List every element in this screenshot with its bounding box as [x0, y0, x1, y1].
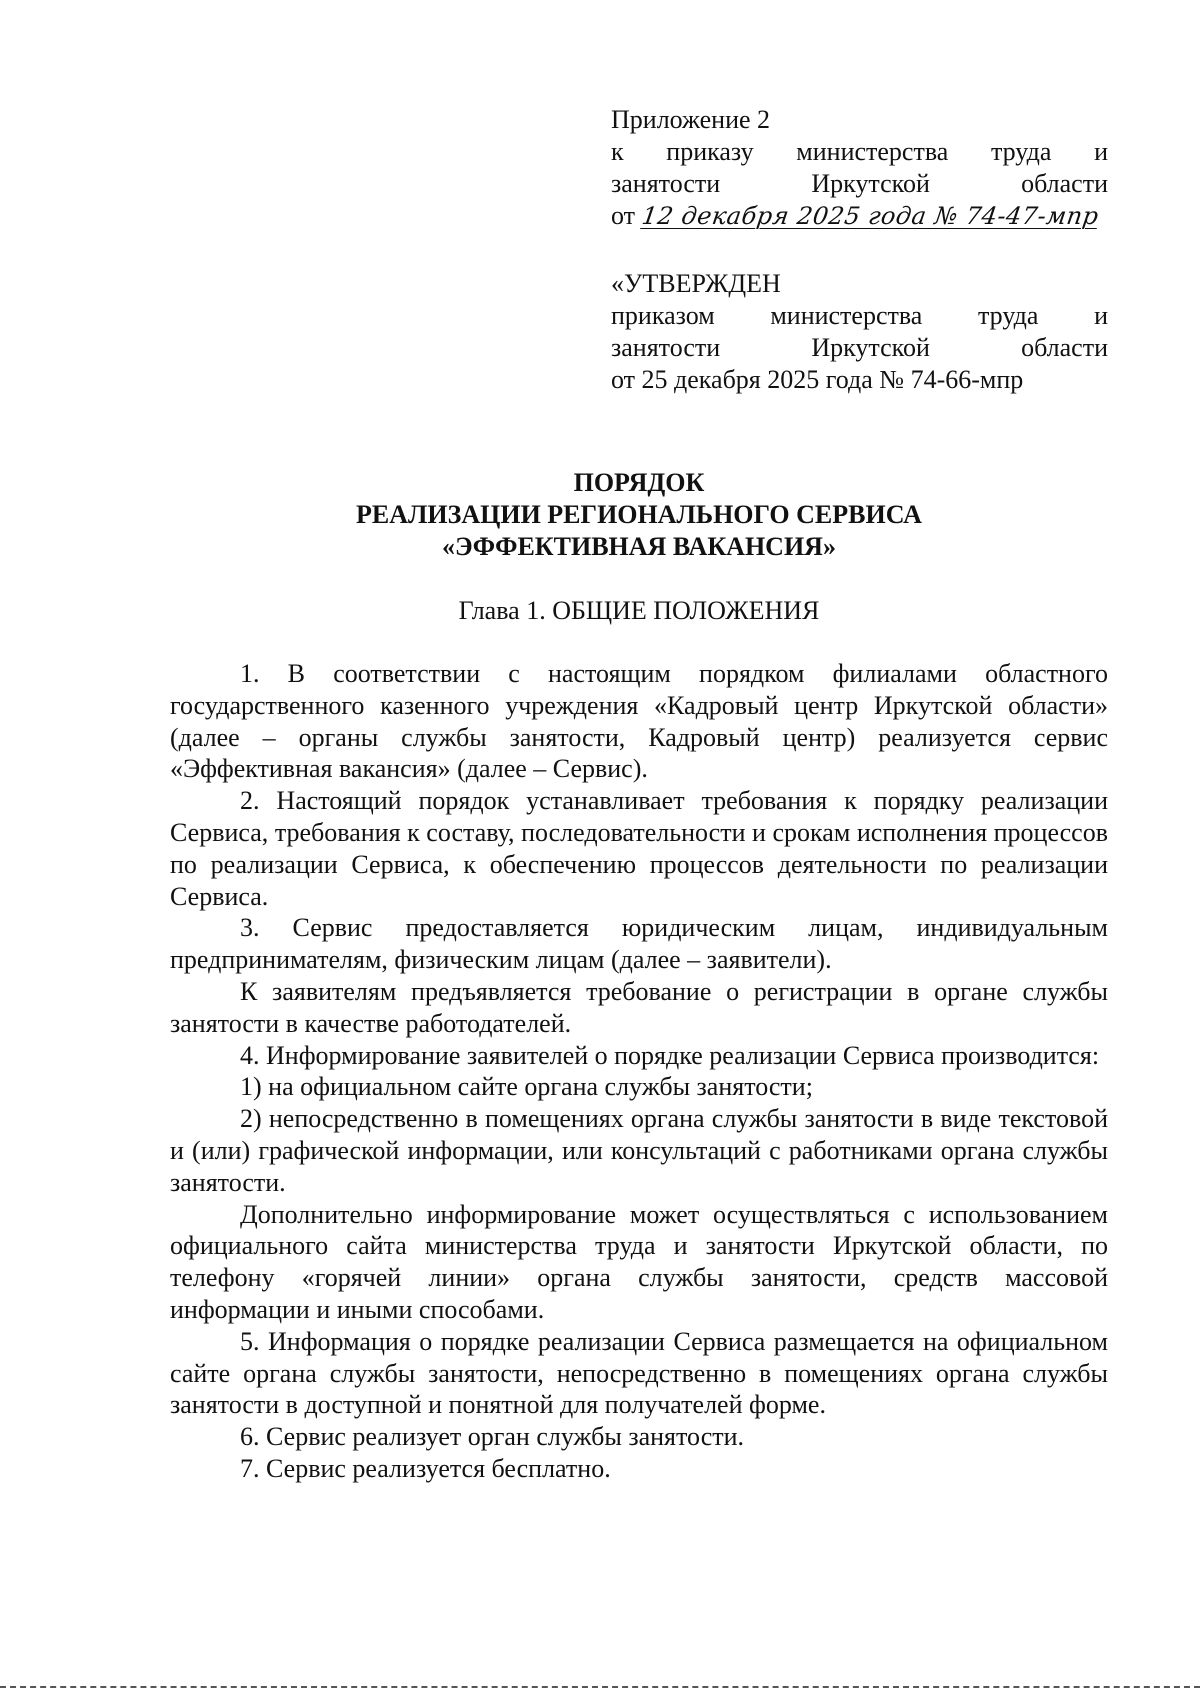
- paragraph-4-item-2: 2) непосредственно в помещениях органа службы занятости в виде текстовой и (или) графической информации, или консультаций с работниками органа службы занятости.: [170, 1104, 1108, 1197]
- paragraph-3-requirement: К заявителям предъявляется требование о регистрации в органе службы занятости в качестве работодателей.: [170, 976, 1108, 1038]
- handwritten-order-date: 12 декабря 2025 года № 74-47-мпр: [639, 202, 1101, 230]
- scan-edge-line: [0, 1686, 1200, 1688]
- block-spacer: [611, 232, 1108, 268]
- approved-line-1: приказом министерства труда и: [611, 301, 1108, 330]
- paragraph-7: 7. Сервис реализуется бесплатно.: [240, 1453, 611, 1483]
- chapter-heading: Глава 1. ОБЩИЕ ПОЛОЖЕНИЯ: [458, 596, 820, 625]
- appendix-date-line: [611, 200, 1108, 232]
- appendix-title: Приложение 2: [611, 105, 771, 134]
- appendix-date-prefix: от: [611, 201, 642, 230]
- paragraph-3: 3. Сервис предоставляется юридическим лицам, индивидуальным предпринимателям, физическим лицам (далее – заявители).: [170, 913, 1108, 975]
- document-body: [170, 658, 1108, 1485]
- approved-title: «УТВЕРЖДЕН: [611, 269, 781, 298]
- paragraph-4: 4. Информирование заявителей о порядке реализации Сервиса производится:: [240, 1040, 1100, 1070]
- appendix-block: [611, 104, 1108, 396]
- document-title: [170, 467, 1108, 563]
- paragraph-1: 1. В соответствии с настоящим порядком филиалами областного государственного казенного учреждения «Кадровый центр Иркутской области» (далее – органы службы занятости, Кадровый центр) реализуется сервис «Эффективная вакансия» (далее – Сервис).: [170, 659, 1108, 784]
- paragraph-4-item-1: 1) на официальном сайте органа службы занятости;: [240, 1072, 813, 1102]
- appendix-order-line-2: занятости Иркутской области: [611, 169, 1108, 198]
- paragraph-4-additional: Дополнительно информирование может осуществляться с использованием официального сайта министерства труда и занятости Иркутской области, по телефону «горячей линии» органа службы занятости, средств массовой информации и иными способами.: [170, 1199, 1108, 1324]
- paragraph-2: 2. Настоящий порядок устанавливает требования к порядку реализации Сервиса, требования к составу, последовательности и срокам исполнения процессов по реализации Сервиса, к обеспечению процессов деятельности по реализации Сервиса.: [170, 786, 1108, 911]
- appendix-order-line-1: к приказу министерства труда и: [611, 137, 1108, 166]
- document-title-line-1: ПОРЯДОК: [573, 468, 705, 497]
- approved-line-3: от 25 декабря 2025 года № 74-66-мпр: [611, 365, 1024, 394]
- document-title-line-2: РЕАЛИЗАЦИИ РЕГИОНАЛЬНОГО СЕРВИСА: [356, 500, 922, 529]
- approved-line-2: занятости Иркутской области: [611, 333, 1108, 362]
- paragraph-6: 6. Сервис реализует орган службы занятости.: [240, 1422, 745, 1452]
- document-title-line-3: «ЭФФЕКТИВНАЯ ВАКАНСИЯ»: [442, 532, 836, 561]
- paragraph-5: 5. Информация о порядке реализации Сервиса размещается на официальном сайте органа службы занятости, непосредственно в помещениях органа службы занятости в доступной и понятной для получателей форме.: [170, 1326, 1108, 1420]
